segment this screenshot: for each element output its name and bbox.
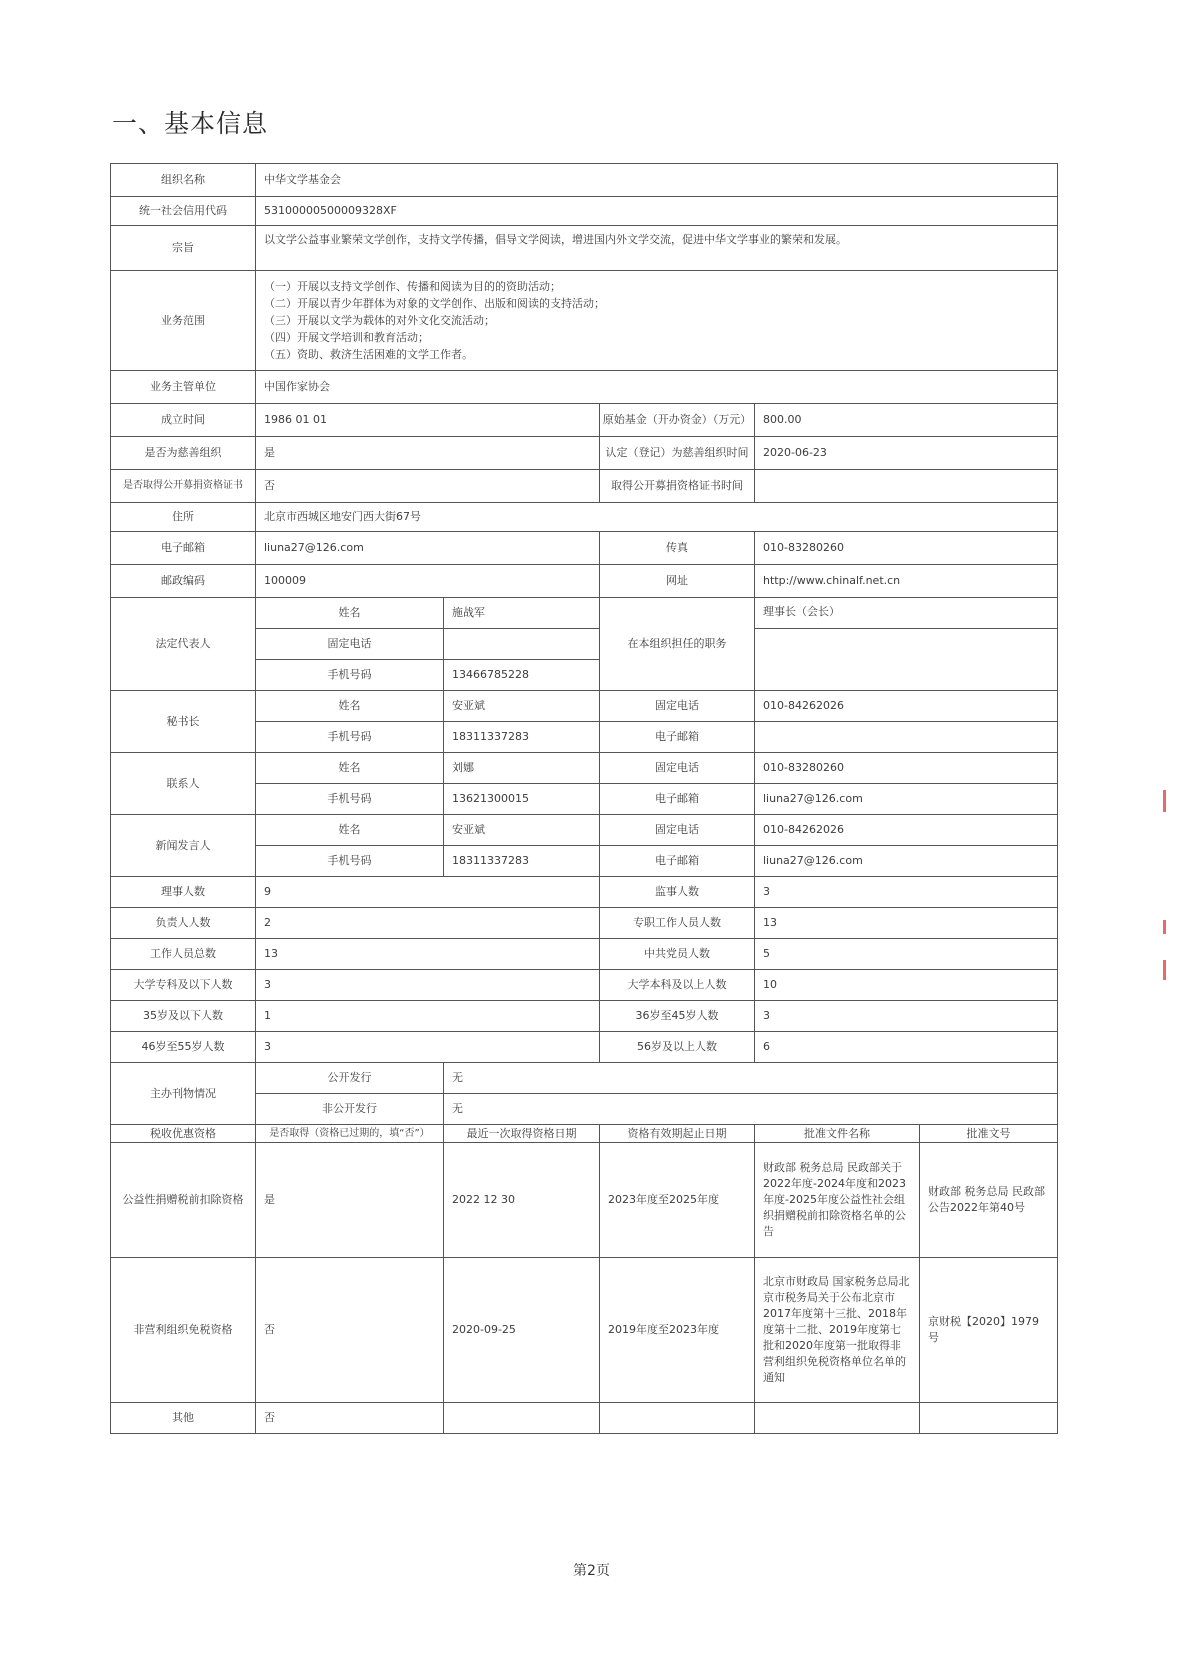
tax-period: 2019年度至2023年度 xyxy=(600,1258,755,1403)
is-charity-label: 是否为慈善组织 xyxy=(111,437,256,470)
tax-period: 2023年度至2025年度 xyxy=(600,1143,755,1258)
row-spokesperson-name xyxy=(111,815,1058,846)
count-label: 工作人员总数 xyxy=(111,939,256,970)
count-value: 3 xyxy=(256,970,600,1001)
spokesperson-mobile-label: 手机号码 xyxy=(256,846,444,877)
tax-doc-name: 财政部 税务总局 民政部关于2022年度-2024年度和2023年度-2025年度公益性社会组织捐赠税前扣除资格名单的公告 xyxy=(755,1143,920,1258)
purpose-label: 宗旨 xyxy=(111,226,256,271)
contact-label: 联系人 xyxy=(111,753,256,815)
secretary-email-label: 电子邮箱 xyxy=(600,722,755,753)
tax-header: 批准文号 xyxy=(920,1125,1058,1143)
spokesperson-email-label: 电子邮箱 xyxy=(600,846,755,877)
tax-header: 批准文件名称 xyxy=(755,1125,920,1143)
row-count xyxy=(111,939,1058,970)
publications-label: 主办刊物情况 xyxy=(111,1063,256,1125)
org-name-value: 中华文学基金会 xyxy=(256,164,1058,197)
contact-email: liuna27@126.com xyxy=(755,784,1058,815)
count-label: 46岁至55岁人数 xyxy=(111,1032,256,1063)
row-charity xyxy=(111,437,1058,470)
count-label: 中共党员人数 xyxy=(600,939,755,970)
spokesperson-name-label: 姓名 xyxy=(256,815,444,846)
tax-header: 税收优惠资格 xyxy=(111,1125,256,1143)
org-name-label: 组织名称 xyxy=(111,164,256,197)
legal-rep-phone-label: 固定电话 xyxy=(256,629,444,660)
tax-header-row xyxy=(111,1125,1058,1143)
count-value: 6 xyxy=(755,1032,1058,1063)
spokesperson-email: liuna27@126.com xyxy=(755,846,1058,877)
tax-date: 2022 12 30 xyxy=(444,1143,600,1258)
fundraising-date-label: 取得公开募捐资格证书时间 xyxy=(600,470,755,503)
count-label: 36岁至45岁人数 xyxy=(600,1001,755,1032)
spokesperson-label: 新闻发言人 xyxy=(111,815,256,877)
row-postcode xyxy=(111,565,1058,598)
row-publications-public xyxy=(111,1063,1058,1094)
legal-rep-role: 理事长（会长） xyxy=(755,598,1058,629)
is-charity-value: 是 xyxy=(256,437,600,470)
row-count xyxy=(111,908,1058,939)
row-count xyxy=(111,1001,1058,1032)
scan-artifact xyxy=(1163,920,1166,934)
tax-row xyxy=(111,1258,1058,1403)
legal-rep-role-label: 在本组织担任的职务 xyxy=(600,598,755,691)
count-value: 3 xyxy=(755,1001,1058,1032)
tax-period xyxy=(600,1403,755,1434)
spokesperson-phone-label: 固定电话 xyxy=(600,815,755,846)
row-address xyxy=(111,503,1058,532)
email-value: liuna27@126.com xyxy=(256,532,600,565)
secretary-phone-label: 固定电话 xyxy=(600,691,755,722)
contact-name: 刘娜 xyxy=(444,753,600,784)
fax-value: 010-83280260 xyxy=(755,532,1058,565)
credit-code-label: 统一社会信用代码 xyxy=(111,197,256,226)
tax-date: 2020-09-25 xyxy=(444,1258,600,1403)
legal-rep-mobile: 13466785228 xyxy=(444,660,600,691)
contact-mobile: 13621300015 xyxy=(444,784,600,815)
tax-name: 其他 xyxy=(111,1403,256,1434)
tax-header: 最近一次取得资格日期 xyxy=(444,1125,600,1143)
row-fundraising xyxy=(111,470,1058,503)
scan-artifact xyxy=(1163,960,1166,980)
fax-label: 传真 xyxy=(600,532,755,565)
public-fundraising-value: 否 xyxy=(256,470,600,503)
row-count xyxy=(111,877,1058,908)
tax-name: 公益性捐赠税前扣除资格 xyxy=(111,1143,256,1258)
row-contact-name xyxy=(111,753,1058,784)
publications-nonpublic-value: 无 xyxy=(444,1094,1058,1125)
row-count xyxy=(111,1032,1058,1063)
founded-value: 1986 01 01 xyxy=(256,404,600,437)
count-label: 监事人数 xyxy=(600,877,755,908)
scope-item: （五）资助、救济生活困难的文学工作者。 xyxy=(264,348,473,361)
tax-header: 是否取得（资格已过期的，填“否”） xyxy=(256,1125,444,1143)
contact-phone: 010-83280260 xyxy=(755,753,1058,784)
tax-obtained: 否 xyxy=(256,1403,444,1434)
tax-doc-name xyxy=(755,1403,920,1434)
legal-rep-role-extra xyxy=(755,629,1058,691)
count-label: 理事人数 xyxy=(111,877,256,908)
scope-list xyxy=(256,271,1058,371)
website-label: 网址 xyxy=(600,565,755,598)
count-value: 5 xyxy=(755,939,1058,970)
row-legal-rep-name xyxy=(111,598,1058,629)
supervisor-value: 中国作家协会 xyxy=(256,371,1058,404)
secretary-email xyxy=(755,722,1058,753)
count-value: 13 xyxy=(256,939,600,970)
secretary-mobile-label: 手机号码 xyxy=(256,722,444,753)
charity-date-value: 2020-06-23 xyxy=(755,437,1058,470)
spokesperson-name: 安亚斌 xyxy=(444,815,600,846)
row-email xyxy=(111,532,1058,565)
page-number: 第2页 xyxy=(573,1563,610,1579)
charity-date-label: 认定（登记）为慈善组织时间 xyxy=(600,437,755,470)
website-value: http://www.chinalf.net.cn xyxy=(755,565,1058,598)
count-label: 专职工作人员人数 xyxy=(600,908,755,939)
row-secretary-name xyxy=(111,691,1058,722)
founded-label: 成立时间 xyxy=(111,404,256,437)
fundraising-date-value xyxy=(755,470,1058,503)
original-fund-value: 800.00 xyxy=(755,404,1058,437)
secretary-phone: 010-84262026 xyxy=(755,691,1058,722)
count-value: 9 xyxy=(256,877,600,908)
count-label: 56岁及以上人数 xyxy=(600,1032,755,1063)
count-label: 35岁及以下人数 xyxy=(111,1001,256,1032)
legal-rep-mobile-label: 手机号码 xyxy=(256,660,444,691)
email-label: 电子邮箱 xyxy=(111,532,256,565)
count-value: 10 xyxy=(755,970,1058,1001)
count-value: 2 xyxy=(256,908,600,939)
postcode-value: 100009 xyxy=(256,565,600,598)
row-supervisor xyxy=(111,371,1058,404)
scope-item: （二）开展以青少年群体为对象的文学创作、出版和阅读的支持活动； xyxy=(264,297,605,310)
supervisor-label: 业务主管单位 xyxy=(111,371,256,404)
spokesperson-mobile: 18311337283 xyxy=(444,846,600,877)
secretary-name: 安亚斌 xyxy=(444,691,600,722)
tax-row xyxy=(111,1143,1058,1258)
count-label: 负责人人数 xyxy=(111,908,256,939)
legal-rep-phone xyxy=(444,629,600,660)
section-heading: 一、基本信息 xyxy=(112,109,269,138)
spokesperson-phone: 010-84262026 xyxy=(755,815,1058,846)
count-value: 13 xyxy=(755,908,1058,939)
scope-item: （三）开展以文学为载体的对外文化交流活动； xyxy=(264,314,495,327)
contact-phone-label: 固定电话 xyxy=(600,753,755,784)
contact-mobile-label: 手机号码 xyxy=(256,784,444,815)
row-credit-code xyxy=(111,197,1058,226)
tax-date xyxy=(444,1403,600,1434)
row-org-name xyxy=(111,164,1058,197)
tax-doc-name: 北京市财政局 国家税务总局北京市税务局关于公布北京市2017年度第十三批、2018年度第十二批、2019年度第七批和2020年度第一批取得非营利组织免税资格单位名单的通知 xyxy=(755,1258,920,1403)
address-value: 北京市西城区地安门西大街67号 xyxy=(256,503,1058,532)
legal-rep-label: 法定代表人 xyxy=(111,598,256,691)
public-fundraising-label: 是否取得公开募捐资格证书 xyxy=(111,470,256,503)
tax-header: 资格有效期起止日期 xyxy=(600,1125,755,1143)
row-scope xyxy=(111,271,1058,371)
row-founded xyxy=(111,404,1058,437)
contact-name-label: 姓名 xyxy=(256,753,444,784)
row-purpose xyxy=(111,226,1058,271)
scope-label: 业务范围 xyxy=(111,271,256,371)
tax-doc-no: 京财税【2020】1979号 xyxy=(920,1258,1058,1403)
publications-public-label: 公开发行 xyxy=(256,1063,444,1094)
publications-public-value: 无 xyxy=(444,1063,1058,1094)
tax-name: 非营利组织免税资格 xyxy=(111,1258,256,1403)
publications-nonpublic-label: 非公开发行 xyxy=(256,1094,444,1125)
contact-email-label: 电子邮箱 xyxy=(600,784,755,815)
original-fund-label: 原始基金（开办资金）（万元） xyxy=(600,404,755,437)
row-count xyxy=(111,970,1058,1001)
purpose-value: 以文学公益事业繁荣文学创作，支持文学传播，倡导文学阅读，增进国内外文学交流，促进中华文学事业的繁荣和发展。 xyxy=(256,226,1058,271)
tax-doc-no xyxy=(920,1403,1058,1434)
count-value: 3 xyxy=(256,1032,600,1063)
secretary-mobile: 18311337283 xyxy=(444,722,600,753)
count-label: 大学专科及以下人数 xyxy=(111,970,256,1001)
secretary-label: 秘书长 xyxy=(111,691,256,753)
basic-info-table xyxy=(110,163,1058,1434)
legal-rep-name-label: 姓名 xyxy=(256,598,444,629)
count-value: 1 xyxy=(256,1001,600,1032)
tax-obtained: 是 xyxy=(256,1143,444,1258)
address-label: 住所 xyxy=(111,503,256,532)
scope-item: （四）开展文学培训和教育活动； xyxy=(264,331,429,344)
count-label: 大学本科及以上人数 xyxy=(600,970,755,1001)
credit-code-value: 53100000500009328XF xyxy=(256,197,1058,226)
postcode-label: 邮政编码 xyxy=(111,565,256,598)
scope-item: （一）开展以支持文学创作、传播和阅读为目的的资助活动； xyxy=(264,280,561,293)
scan-artifact xyxy=(1163,790,1166,812)
tax-obtained: 否 xyxy=(256,1258,444,1403)
tax-doc-no: 财政部 税务总局 民政部公告2022年第40号 xyxy=(920,1143,1058,1258)
secretary-name-label: 姓名 xyxy=(256,691,444,722)
count-value: 3 xyxy=(755,877,1058,908)
legal-rep-name: 施战军 xyxy=(444,598,600,629)
tax-row xyxy=(111,1403,1058,1434)
